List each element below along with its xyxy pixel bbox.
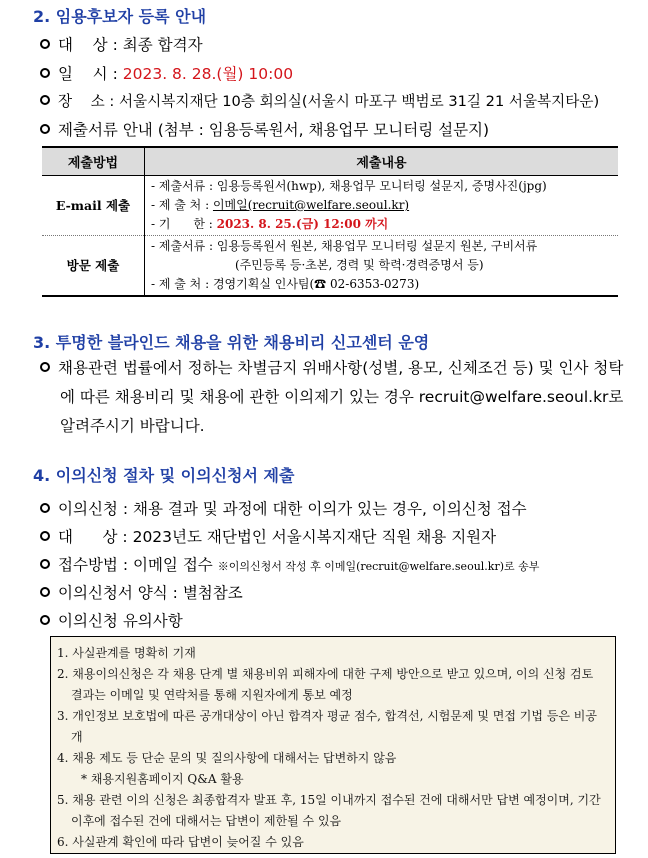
section-4-title: 4. 이의신청 절차 및 이의신청서 제출	[33, 466, 295, 485]
caution-text: 이의신청 유의사항	[58, 612, 183, 630]
bullet-icon	[40, 124, 50, 134]
content-email	[145, 176, 619, 236]
section-2-title: 2. 임용후보자 등록 안내	[33, 7, 207, 26]
date-value: 2023. 8. 28.(월) 10:00	[122, 65, 294, 83]
docs-line	[40, 118, 489, 140]
note-item: 1. 사실관계를 명확히 기재	[57, 646, 196, 660]
applicant-text: 대 상 : 2023년도 재단법인 서울시복지재단 직원 채용 지원자	[58, 528, 497, 546]
note-item: 4. 채용 제도 등 단순 문의 및 질의사항에 대해서는 답변하지 않음	[57, 751, 397, 765]
target-line	[40, 33, 203, 55]
target-value: 최종 합격자	[122, 36, 203, 54]
submission-table	[42, 146, 618, 297]
caution-line	[40, 609, 183, 631]
target-label: 대 상 :	[58, 36, 118, 54]
content-line: - 기 한 : 2023. 8. 25.(금) 12:00 까지	[151, 217, 389, 231]
bullet-icon	[40, 362, 50, 372]
table-header-method: 제출방법	[42, 147, 145, 176]
objection-text: 이의신청 : 채용 결과 및 과정에 대한 이의가 있는 경우, 이의신청 접수	[58, 500, 527, 518]
content-visit	[145, 236, 619, 297]
table-row	[42, 236, 618, 297]
date-label: 일 시 :	[58, 65, 118, 83]
content-line: - 제출서류 : 임용등록원서 원본, 채용업무 모니터링 설문지 원본, 구비서류	[151, 239, 538, 253]
email-link[interactable]: 이메일(recruit@welfare.seoul.kr)	[212, 198, 410, 212]
section-3-body	[40, 354, 625, 441]
place-line	[40, 90, 599, 111]
place-label: 장 소 :	[58, 93, 115, 110]
table-header-content: 제출내용	[145, 147, 619, 176]
method-email: E-mail 제출	[42, 176, 145, 236]
method-visit: 방문 제출	[42, 236, 145, 297]
content-line: - 제 출 처 : 경영기획실 인사팀(☎ 02-6353-0273)	[151, 277, 420, 291]
content-line: - 제출서류 : 임용등록원서(hwp), 채용업무 모니터링 설문지, 증명사진(jpg)	[151, 179, 547, 193]
objection-line	[40, 497, 527, 519]
content-line: - 제 출 처 : 이메일(recruit@welfare.seoul.kr)	[151, 198, 410, 212]
note-subitem: * 채용지원홈페이지 Q&A 활용	[81, 772, 244, 786]
bullet-icon	[40, 39, 50, 49]
table-row	[42, 176, 618, 236]
notes-box	[50, 636, 616, 854]
content-line: (주민등록 등·초본, 경력 및 학력·경력증명서 등)	[235, 258, 484, 272]
method-text: 접수방법 : 이메일 접수	[58, 556, 213, 574]
place-value: 서울시복지재단 10층 회의실(서울시 마포구 백범로 31길 21 서울복지타운)	[118, 93, 600, 110]
method-note: ※이의신청서 작성 후 이메일(recruit@welfare.seoul.kr)로 송부	[217, 560, 540, 573]
table-header-row	[42, 147, 618, 176]
method-line	[40, 553, 539, 575]
bullet-icon	[40, 503, 50, 513]
note-item: 3. 개인정보 보호법에 따른 공개대상이 아닌 합격자 평균 점수, 합격선, 시험문제 및 면접 기법 등은 비공개	[57, 709, 597, 744]
section-3-text: 채용관련 법률에서 정하는 차별금지 위배사항(성별, 용모, 신체조건 등) 및 인사 청탁에 따른 채용비리 및 채용에 관한 이의제기 있는 경우 recruit@welfare.seoul.kr로 알려주시기 바랍니다.	[58, 359, 624, 435]
docs-text: 제출서류 안내 (첨부 : 임용등록원서, 채용업무 모니터링 설문지)	[58, 121, 490, 139]
applicant-line	[40, 525, 496, 547]
bullet-icon	[40, 95, 50, 105]
bullet-icon	[40, 587, 50, 597]
bullet-icon	[40, 615, 50, 625]
bullet-icon	[40, 559, 50, 569]
bullet-icon	[40, 531, 50, 541]
section-3-title: 3. 투명한 블라인드 채용을 위한 채용비리 신고센터 운영	[33, 333, 430, 352]
form-line	[40, 581, 243, 603]
form-text: 이의신청서 양식 : 별첨참조	[58, 584, 243, 602]
note-item: 2. 채용이의신청은 각 채용 단계 별 채용비위 피해자에 대한 구제 방안으로 받고 있으며, 이의 신청 검토 결과는 이메일 및 연락처를 통해 지원자에게 통보 예정	[57, 667, 594, 702]
bullet-icon	[40, 68, 50, 78]
note-item: 6. 사실관계 확인에 따라 답변이 늦어질 수 있음	[57, 835, 304, 849]
deadline-value: 2023. 8. 25.(금) 12:00 까지	[216, 217, 389, 231]
date-line	[40, 62, 293, 84]
note-item: 5. 채용 관련 이의 신청은 최종합격자 발표 후, 15일 이내까지 접수된 건에 대해서만 답변 예정이며, 기간 이후에 접수된 건에 대해서는 답변이 제한될 수 있음	[57, 793, 601, 828]
